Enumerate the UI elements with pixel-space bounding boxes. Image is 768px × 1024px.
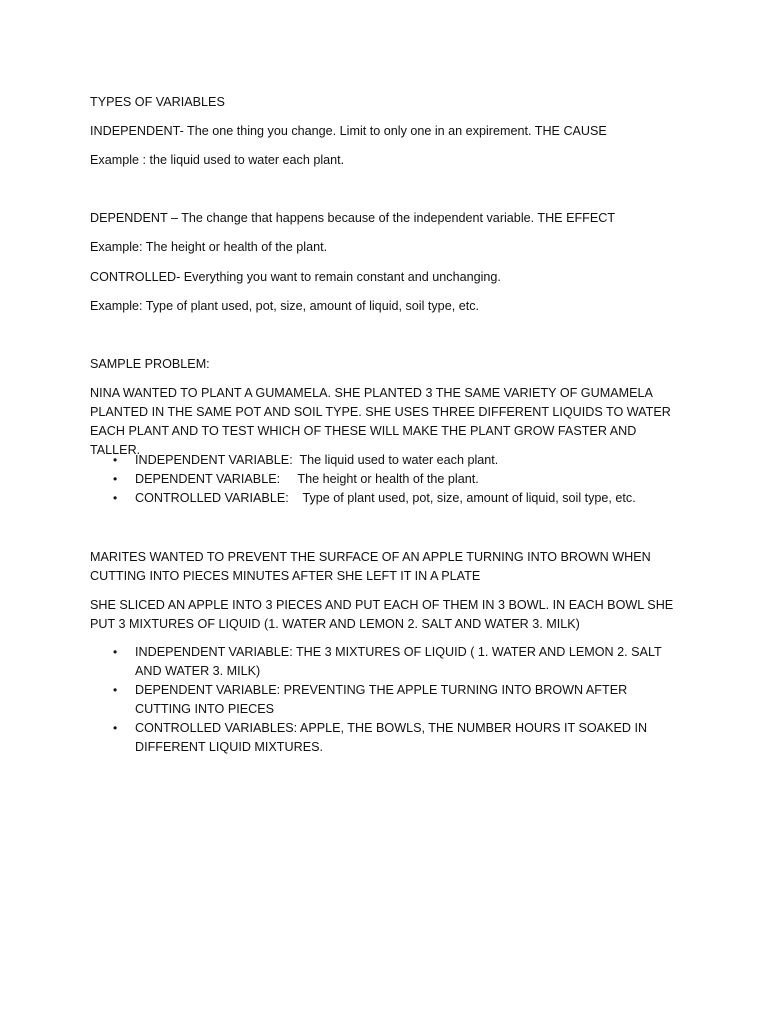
problem1-text: NINA WANTED TO PLANT A GUMAMELA. SHE PLANTED 3 THE SAME VARIETY OF GUMAMELA PLANTED IN THE SAME POT AND SOIL TYPE. SHE USES THREE DIFFERENT LIQUIDS TO WATER EACH PLANT AND TO TEST WHICH OF THESE WILL MAKE THE PLANT GROW FASTER AND TALLER. (90, 386, 671, 457)
bullet-icon: • (113, 491, 118, 505)
controlled-example: Example: Type of plant used, pot, size, amount of liquid, soil type, etc. (90, 299, 479, 313)
problem2-text: MARITES WANTED TO PREVENT THE SURFACE OF AN APPLE TURNING INTO BROWN WHEN CUTTING INTO PIECES MINUTES AFTER SHE LEFT IT IN A PLATE (90, 550, 651, 583)
list-item (90, 643, 680, 681)
list-item (90, 489, 680, 508)
dependent-example: Example: The height or health of the plant. (90, 240, 328, 254)
problem2-text2: SHE SLICED AN APPLE INTO 3 PIECES AND PUT EACH OF THEM IN 3 BOWL. IN EACH BOWL SHE PUT 3 MIXTURES OF LIQUID (1. WATER AND LEMON 2. SALT AND WATER 3. MILK) (90, 598, 674, 631)
bullet-icon: • (113, 453, 118, 467)
sample-problem-heading: SAMPLE PROBLEM: (90, 357, 210, 371)
controlled-definition: CONTROLLED- Everything you want to remain constant and unchanging. (90, 270, 501, 284)
document-title: TYPES OF VARIABLES (90, 95, 225, 109)
problem2-dependent-variable: DEPENDENT VARIABLE: PREVENTING THE APPLE TURNING INTO BROWN AFTER CUTTING INTO PIECES (135, 683, 628, 716)
problem2-independent-variable: INDEPENDENT VARIABLE: THE 3 MIXTURES OF LIQUID ( 1. WATER AND LEMON 2. SALT AND WATER 3. MILK) (135, 645, 662, 678)
problem1-independent-variable: INDEPENDENT VARIABLE: The liquid used to water each plant. (135, 453, 499, 467)
problem1-bullet-list (90, 451, 680, 508)
bullet-icon: • (113, 683, 118, 697)
problem2-controlled-variable: CONTROLLED VARIABLES: APPLE, THE BOWLS, THE NUMBER HOURS IT SOAKED IN DIFFERENT LIQUID MIXTURES. (135, 721, 648, 754)
bullet-icon: • (113, 472, 118, 486)
problem1-dependent-variable: DEPENDENT VARIABLE: The height or health of the plant. (135, 472, 479, 486)
list-item (90, 470, 680, 489)
problem2-bullet-list (90, 643, 680, 757)
independent-definition: INDEPENDENT- The one thing you change. Limit to only one in an expirement. THE CAUSE (90, 124, 607, 138)
list-item (90, 451, 680, 470)
independent-example: Example : the liquid used to water each plant. (90, 153, 345, 167)
dependent-definition: DEPENDENT – The change that happens because of the independent variable. THE EFFECT (90, 211, 616, 225)
list-item (90, 681, 680, 719)
bullet-icon: • (113, 721, 118, 735)
bullet-icon: • (113, 645, 118, 659)
problem1-controlled-variable: CONTROLLED VARIABLE: Type of plant used, pot, size, amount of liquid, soil type, etc. (135, 491, 636, 505)
list-item (90, 719, 680, 757)
